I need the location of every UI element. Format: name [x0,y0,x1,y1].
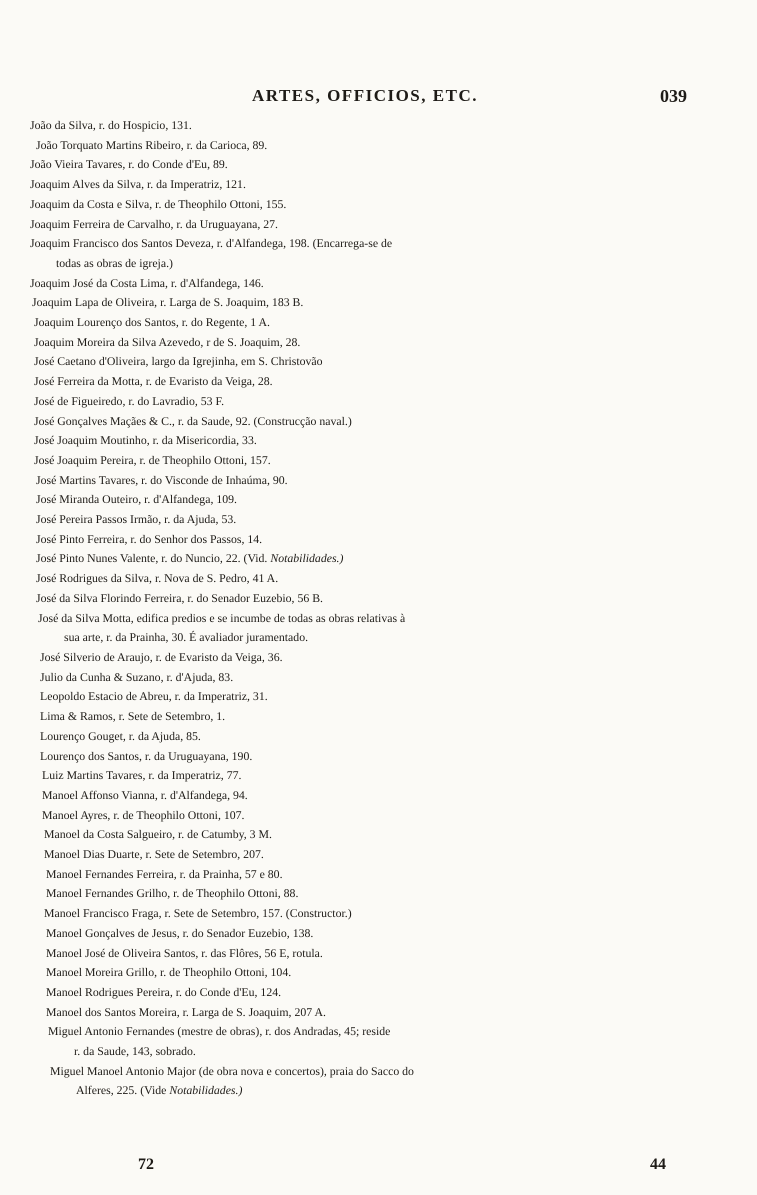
entry-text: José Joaquim Moutinho, r. da Misericordia, 33. [34,433,257,448]
list-item [0,727,757,747]
list-item [0,352,757,372]
list-item [0,274,757,294]
entry-text: Manoel Francisco Fraga, r. Sete de Setembro, 157. (Constructor.) [44,906,352,921]
list-item [0,392,757,412]
entry-note: Notabilidades.) [169,1083,243,1098]
entry-text: Lima & Ramos, r. Sete de Setembro, 1. [40,709,226,724]
list-item [0,747,757,767]
section-title: ARTES, OFFICIOS, ETC. [252,86,478,105]
list-item [0,845,757,865]
entry-text: José Caetano d'Oliveira, largo da Igrejinha, em S. Christovão [34,354,323,369]
list-item [0,451,757,471]
list-item [0,1062,757,1101]
continuation-text: sua arte, r. da Prainha, 30. É avaliador juramentado. [64,630,309,645]
entry-text: Joaquim Ferreira de Carvalho, r. da Uruguayana, 27. [30,216,278,231]
list-item [0,569,757,589]
list-item [0,215,757,235]
entry-text: José Gonçalves Maçães & C., r. da Saude, 92. (Construcção naval.) [34,413,352,428]
entry-text: Manoel Rodrigues Pereira, r. do Conde d'Eu, 124. [46,984,282,999]
entry-text: Joaquim Alves da Silva, r. da Imperatriz, 121. [30,177,246,192]
list-item [0,195,757,215]
list-item [0,944,757,964]
page-footer [0,1156,757,1178]
list-item [0,687,757,707]
list-item [0,1022,757,1061]
list-item [0,155,757,175]
continuation-text: todas as obras de igreja.) [56,255,173,270]
directory-list [0,116,757,1101]
entry-text: José da Silva Motta, edifica predios e se incumbe de todas as obras relativas à [38,610,406,625]
list-item [0,786,757,806]
entry-text: José de Figueiredo, r. do Lavradio, 53 F. [34,393,225,408]
list-item [0,825,757,845]
entry-text: Manoel Moreira Grillo, r. de Theophilo Ottoni, 104. [46,965,292,980]
entry-text: Lourenço Gouget, r. da Ajuda, 85. [40,728,201,743]
list-item [0,766,757,786]
list-item [0,431,757,451]
entry-note: Notabilidades.) [270,551,344,566]
list-item [0,865,757,885]
page-header [0,86,757,110]
list-item [0,490,757,510]
list-item [0,806,757,826]
list-item [0,668,757,688]
list-item [0,530,757,550]
entry-text: Manoel Fernandes Grilho, r. de Theophilo Ottoni, 88. [46,886,299,901]
list-item [0,333,757,353]
entry-text: Miguel Antonio Fernandes (mestre de obras), r. dos Andradas, 45; reside [48,1024,391,1039]
list-item [0,983,757,1003]
entry-text: João Torquato Martins Ribeiro, r. da Carioca, 89. [36,137,268,152]
list-item [0,293,757,313]
list-item [0,175,757,195]
entry-continuation [50,1081,757,1101]
entry-text: José Pinto Ferreira, r. do Senhor dos Passos, 14. [36,531,263,546]
entry-text: Manoel José de Oliveira Santos, r. das Flôres, 56 E, rotula. [46,945,323,960]
list-item [0,924,757,944]
entry-text: José Ferreira da Motta, r. de Evaristo da Veiga, 28. [34,374,273,389]
entry-text: Julio da Cunha & Suzano, r. d'Ajuda, 83. [40,669,234,684]
entry-text: Manoel da Costa Salgueiro, r. de Catumby, 3 M. [44,827,272,842]
list-item [0,904,757,924]
list-item [0,471,757,491]
entry-text: José Pinto Nunes Valente, r. do Nuncio, 22. (Vid. [36,551,268,566]
list-item [0,884,757,904]
entry-text: Miguel Manoel Antonio Major (de obra nova e concertos), praia do Sacco do [50,1063,414,1078]
entry-text: Manoel Fernandes Ferreira, r. da Prainha, 57 e 80. [46,866,283,881]
entry-text: José Martins Tavares, r. do Visconde de Inhaúma, 90. [36,472,288,487]
list-item [0,963,757,983]
list-item [0,313,757,333]
list-item [0,707,757,727]
continuation-text: r. da Saude, 143, sobrado. [74,1044,196,1059]
entry-text: Leopoldo Estacio de Abreu, r. da Imperatriz, 31. [40,689,268,704]
list-item [0,372,757,392]
entry-text: José da Silva Florindo Ferreira, r. do Senador Euzebio, 56 B. [36,590,324,605]
entry-text: Manoel Gonçalves de Jesus, r. do Senador Euzebio, 138. [46,925,314,940]
footer-number: 44 [650,1156,666,1173]
entry-text: Manoel Ayres, r. de Theophilo Ottoni, 107. [42,807,245,822]
entry-text: Luiz Martins Tavares, r. da Imperatriz, 77. [42,768,242,783]
entry-continuation [30,254,757,274]
page-number: 039 [660,86,687,106]
entry-text: Manoel Affonso Vianna, r. d'Alfandega, 94. [42,787,248,802]
entry-text: João Vieira Tavares, r. do Conde d'Eu, 89. [30,157,228,172]
entry-text: José Rodrigues da Silva, r. Nova de S. Pedro, 41 A. [36,571,279,586]
continuation-text: Alferes, 225. (Vide [76,1083,167,1098]
entry-text: Joaquim Moreira da Silva Azevedo, r de S. Joaquim, 28. [34,334,301,349]
list-item [0,412,757,432]
list-item [0,510,757,530]
list-item [0,136,757,156]
entry-continuation [38,628,757,648]
list-item [0,116,757,136]
list-item [0,1003,757,1023]
entry-text: João da Silva, r. do Hospicio, 131. [30,118,192,132]
entry-text: Manoel Dias Duarte, r. Sete de Setembro, 207. [44,847,264,862]
entry-text: Lourenço dos Santos, r. da Uruguayana, 190. [40,748,253,763]
entry-text: Joaquim Lapa de Oliveira, r. Larga de S. Joaquim, 183 B. [32,295,304,310]
entry-text: José Silverio de Araujo, r. de Evaristo da Veiga, 36. [40,649,283,664]
entry-text: Joaquim José da Costa Lima, r. d'Alfandega, 146. [30,275,264,290]
signature-mark: 72 [138,1156,154,1173]
list-item [0,234,757,273]
list-item [0,549,757,569]
list-item [0,589,757,609]
entry-text: Manoel dos Santos Moreira, r. Larga de S. Joaquim, 207 A. [46,1004,326,1019]
list-item [0,648,757,668]
entry-text: José Miranda Outeiro, r. d'Alfandega, 109. [36,492,237,507]
entry-text: Joaquim Lourenço dos Santos, r. do Regente, 1 A. [34,315,270,330]
entry-continuation [48,1042,757,1062]
entry-text: José Pereira Passos Irmão, r. da Ajuda, 53. [36,512,237,527]
list-item [0,609,757,648]
entry-text: Joaquim Francisco dos Santos Deveza, r. d'Alfandega, 198. (Encarrega-se de [30,236,393,251]
entry-text: José Joaquim Pereira, r. de Theophilo Ottoni, 157. [34,452,271,467]
entry-text: Joaquim da Costa e Silva, r. de Theophilo Ottoni, 155. [30,196,287,211]
